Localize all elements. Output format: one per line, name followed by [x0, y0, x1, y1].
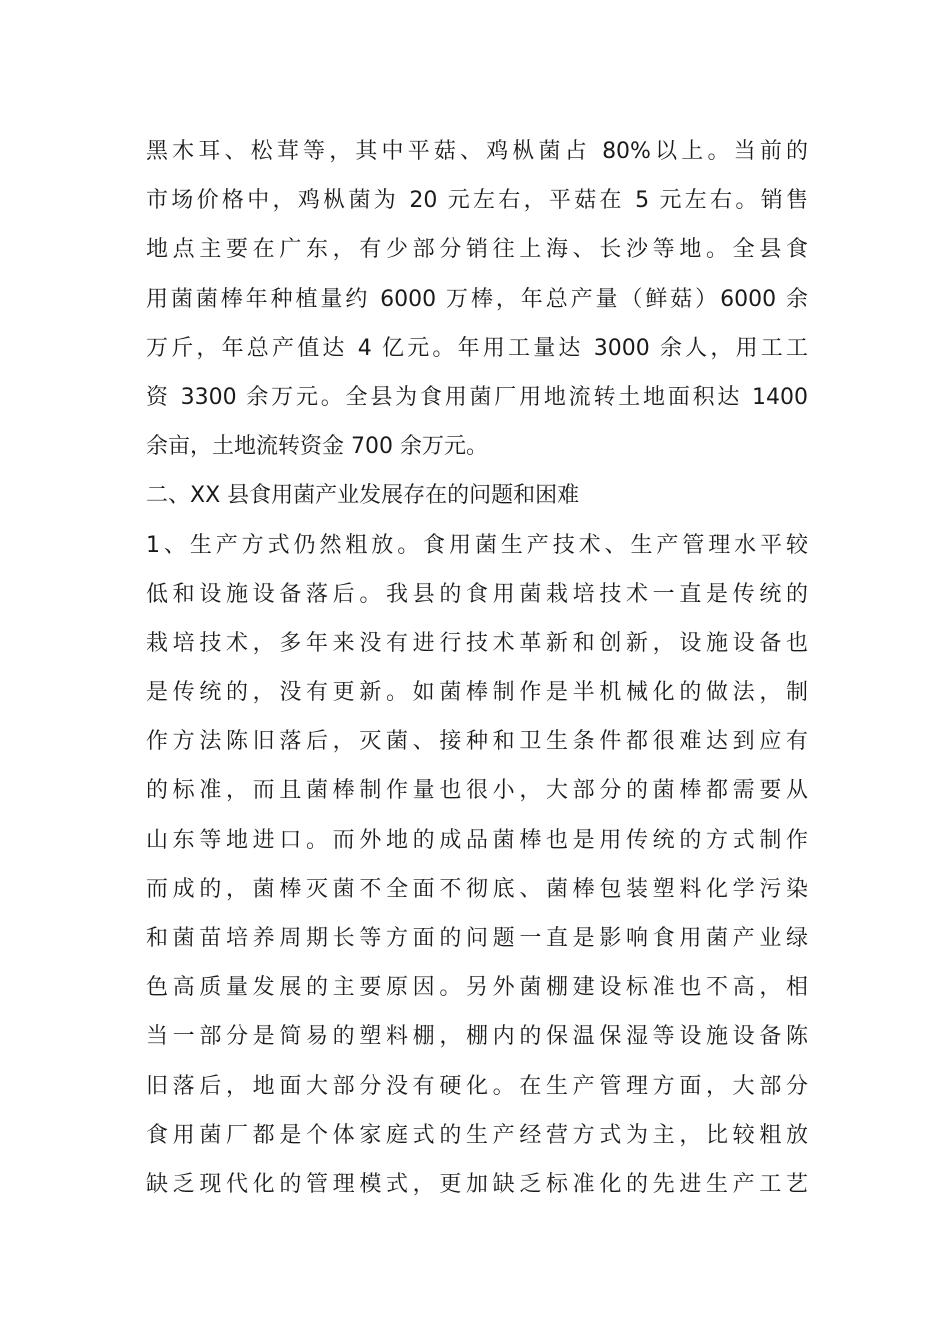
text-line: 低和设施设备落后。我县的食用菌栽培技术一直是传统的 — [146, 581, 808, 607]
text-line: 市场价格中，鸡枞菌为 20 元左右，平菇在 5 元左右。销售 — [146, 188, 808, 214]
text-line: 食用菌厂都是个体家庭式的生产经营方式为主，比较粗放 — [146, 1122, 808, 1148]
text-line: 当一部分是简易的塑料棚，棚内的保温保湿等设施设备陈 — [146, 1024, 808, 1050]
text-line: 旧落后，地面大部分没有硬化。在生产管理方面，大部分 — [146, 1073, 808, 1099]
text-line: 缺乏现代化的管理模式，更加缺乏标准化的先进生产工艺 — [146, 1171, 808, 1197]
text-line: 山东等地进口。而外地的成品菌棒也是用传统的方式制作 — [146, 827, 808, 853]
section-heading: 二、XX 县食用菌产业发展存在的问题和困难 — [146, 483, 580, 509]
text-line: 色高质量发展的主要原因。另外菌棚建设标准也不高，相 — [146, 975, 808, 1001]
text-line: 作方法陈旧落后，灭菌、接种和卫生条件都很难达到应有 — [146, 729, 808, 755]
text-line: 黑木耳、松茸等，其中平菇、鸡枞菌占 80%以上。当前的 — [146, 139, 808, 164]
text-line: 和菌苗培养周期长等方面的问题一直是影响食用菌产业绿 — [146, 926, 808, 951]
text-line: 是传统的，没有更新。如菌棒制作是半机械化的做法，制 — [146, 680, 808, 706]
text-line: 栽培技术，多年来没有进行技术革新和创新，设施设备也 — [146, 630, 808, 656]
text-line: 而成的，菌棒灭菌不全面不彻底、菌棒包装塑料化学污染 — [146, 876, 808, 902]
text-line: 1、生产方式仍然粗放。食用菌生产技术、生产管理水平较 — [146, 532, 808, 558]
text-line: 余亩，土地流转资金 700 余万元。 — [146, 434, 488, 460]
text-line: 万斤，年总产值达 4 亿元。年用工量达 3000 余人，用工工 — [146, 335, 808, 361]
document-body — [146, 127, 808, 1209]
text-line: 资 3300 余万元。全县为食用菌厂用地流转土地面积达 1400 — [146, 384, 808, 410]
text-line: 用菌菌棒年种植量约 6000 万棒，年总产量（鲜菇）6000 余 — [146, 286, 808, 312]
text-line: 地点主要在广东，有少部分销往上海、长沙等地。全县食 — [146, 237, 808, 263]
text-line: 的标准，而且菌棒制作量也很小，大部分的菌棒都需要从 — [146, 778, 808, 804]
